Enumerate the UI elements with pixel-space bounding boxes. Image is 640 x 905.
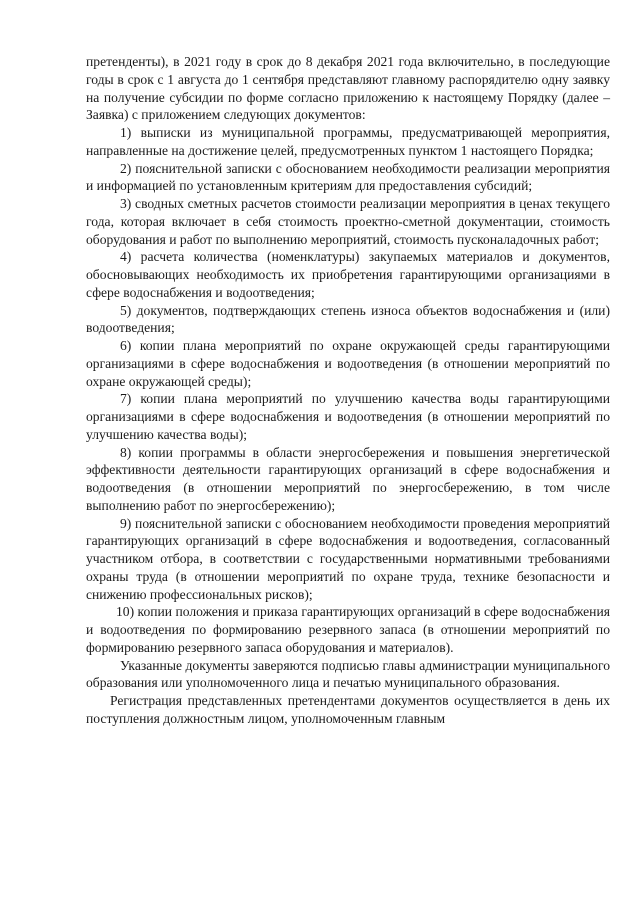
document-body xyxy=(86,53,610,728)
list-item-1: 1) выписки из муниципальной программы, предусматривающей мероприятия, направленные на достижение целей, предусмотренных пунктом 1 настоящего Порядка; xyxy=(86,125,610,158)
list-item-10: 10) копии положения и приказа гарантирующих организаций в сфере водоснабжения и водоотведения по формированию резервного запаса (в отношении мероприятий по формированию резервного запаса оборудования и материалов). xyxy=(86,604,610,655)
list-item-5: 5) документов, подтверждающих степень износа объектов водоснабжения и (или) водоотведения; xyxy=(86,302,610,336)
paragraph-intro: претенденты), в 2021 году в срок до 8 декабря 2021 года включительно, в последующие годы в срок с 1 августа до 1 сентября представляют главному распорядителю одну заявку на получение субсидии по форме согласно приложению к настоящему Порядку (далее – Заявка) с приложением следующих документов: xyxy=(86,54,610,123)
list-item-9: 9) пояснительной записки с обоснованием необходимости проведения мероприятий гарантирующих организаций в сфере водоснабжения и водоотведения, согласованный участником отбора, в соответствии с государственными нормативными требованиями охраны труда (в отношении мероприятий по охране труда, технике безопасности и снижению профессиональных рисков); xyxy=(86,515,610,602)
paragraph-certification: Указанные документы заверяются подписью главы администрации муниципального образования или уполномоченного лица и печатью муниципального образования. xyxy=(86,657,610,691)
paragraph-registration: Регистрация представленных претендентами документов осуществляется в день их поступления должностным лицом, уполномоченным главным xyxy=(86,693,610,726)
list-item-3: 3) сводных сметных расчетов стоимости реализации мероприятия в ценах текущего года, которая включает в себя стоимость проектно-сметной документации, стоимость оборудования и работ по выполнению мероприятий, стоимость пусконаладочных работ; xyxy=(86,196,610,247)
list-item-8: 8) копии программы в области энергосбережения и повышения энергетической эффективности деятельности гарантирующих организаций в сфере водоснабжения и водоотведения (в отношении мероприятий по энергосбережению, в том числе выполнению работ по энергосбережению); xyxy=(86,444,610,513)
list-item-4: 4) расчета количества (номенклатуры) закупаемых материалов и документов, обосновывающих необходимость их приобретения гарантирующими организациями в сфере водоснабжения и водоотведения; xyxy=(86,249,610,300)
list-item-2: 2) пояснительной записки с обоснованием необходимости реализации мероприятия и информацией по установленным критериям для предоставления субсидий; xyxy=(86,160,610,194)
list-item-6: 6) копии плана мероприятий по охране окружающей среды гарантирующими организациями в сфере водоснабжения и водоотведения (в отношении мероприятий по охране окружающей среды); xyxy=(86,338,610,389)
list-item-7: 7) копии плана мероприятий по улучшению качества воды гарантирующими организациями в сфере водоснабжения и водоотведения (в отношении мероприятий по улучшению качества воды); xyxy=(86,391,610,442)
